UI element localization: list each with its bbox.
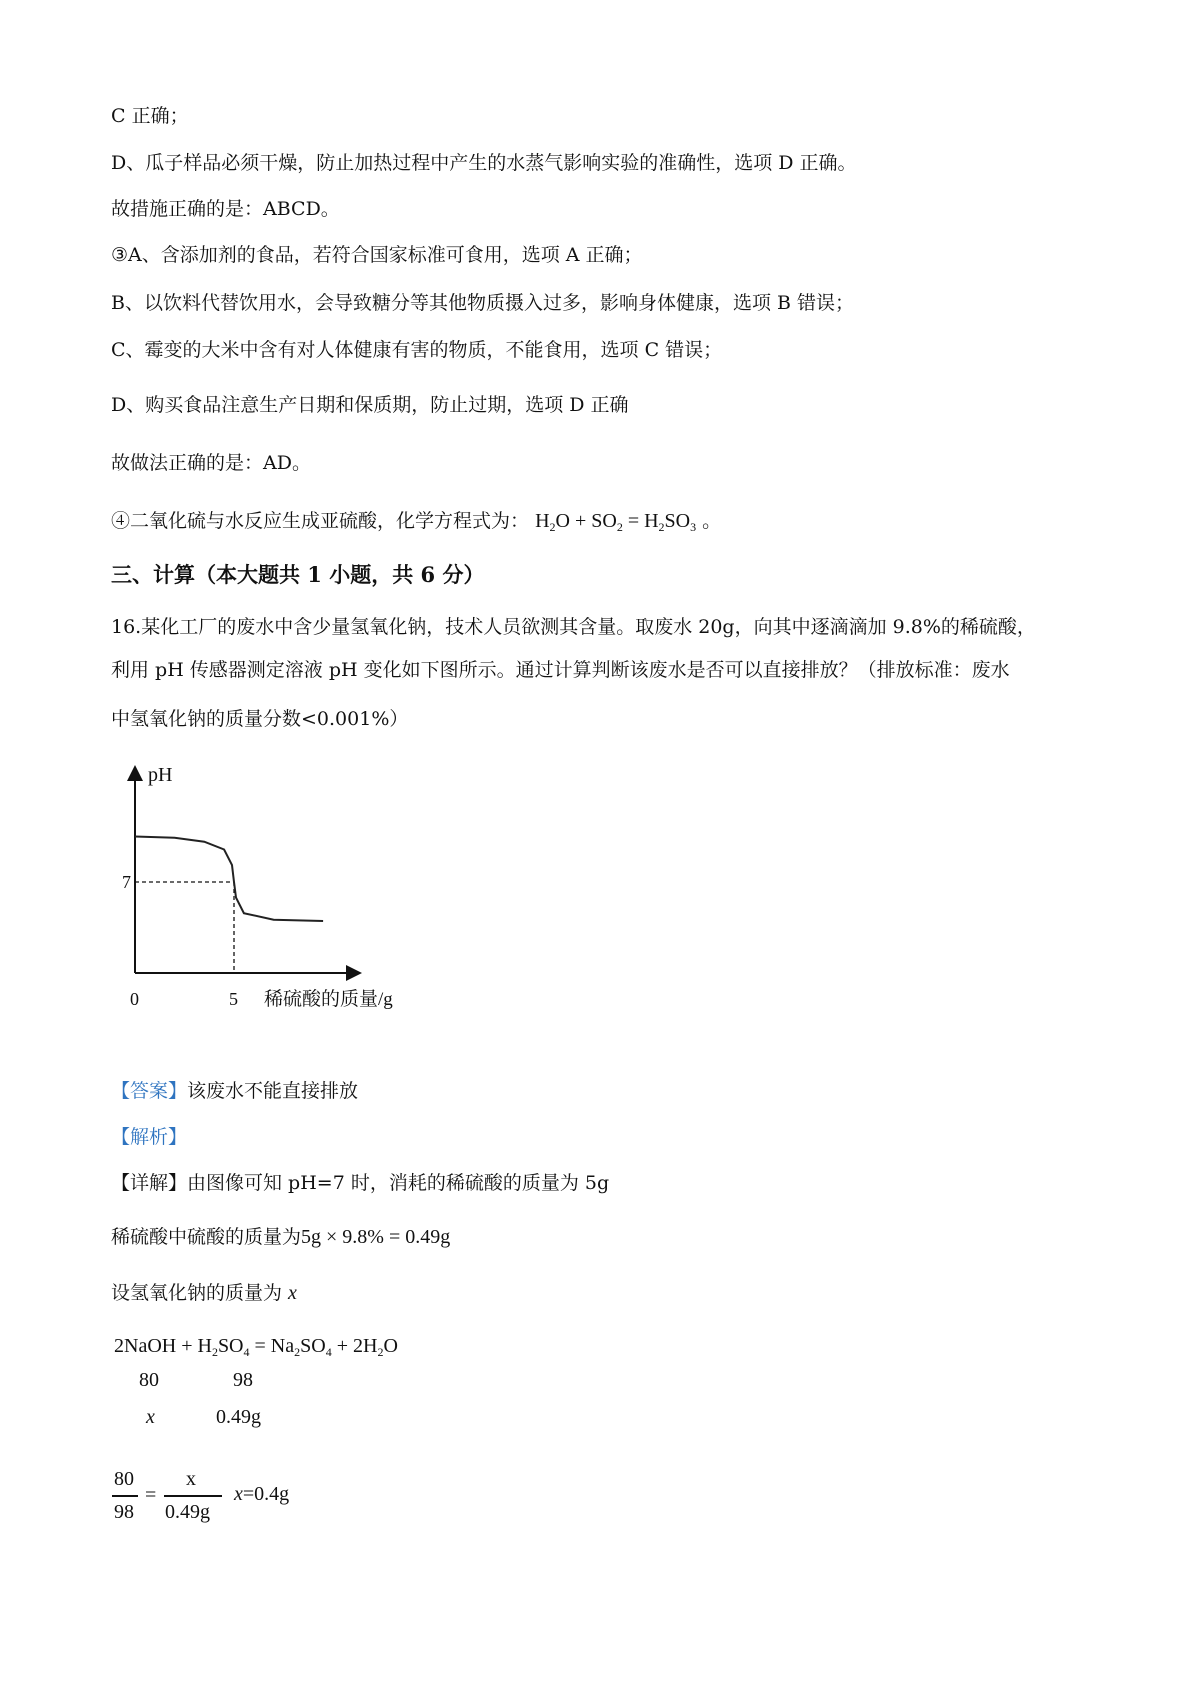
ph-curve <box>135 837 323 922</box>
mass-h2so4: 98 <box>233 1369 253 1391</box>
x-tick-5: 5 <box>229 989 238 1009</box>
ph-chart <box>112 755 432 1015</box>
text-line: D、瓜子样品必须干燥，防止加热过程中产生的水蒸气影响实验的准确性，选项 D 正确。 <box>111 152 857 174</box>
value-h2so4: 0.49g <box>216 1406 261 1428</box>
detail-text: 由图像可知 pH=7 时，消耗的稀硫酸的质量为 5g <box>187 1172 610 1194</box>
reaction-equation: 2NaOH + $H_2SO_4 = Na_2SO_4 + 2H_2O$ <box>114 1335 398 1359</box>
text-line: 故措施正确的是：ABCD。 <box>111 198 340 220</box>
mass-prefix: 稀硫酸中硫酸的质量为 <box>111 1226 302 1248</box>
ratio-result: x=0.4g <box>234 1483 290 1505</box>
mass-line <box>111 1224 450 1250</box>
detail-tag: 【详解】 <box>111 1172 188 1194</box>
answer-line <box>111 1078 358 1104</box>
text-line: C、霉变的大米中含有对人体健康有害的物质，不能食用，选项 C 错误； <box>111 339 723 361</box>
x-axis-label: 稀硫酸的质量/g <box>264 989 393 1010</box>
mass-equation: 5g × 9.8% = 0.49g <box>301 1226 451 1248</box>
equation-line <box>111 508 721 534</box>
mass-naoh: 80 <box>139 1369 159 1391</box>
origin-label: 0 <box>130 989 139 1009</box>
equation-prefix: ④二氧化硫与水反应生成亚硫酸，化学方程式为： <box>111 510 530 532</box>
ratio-num-right: x <box>186 1468 196 1490</box>
text-line: 故做法正确的是：AD。 <box>111 452 311 474</box>
ratio-den-left: 98 <box>114 1501 134 1523</box>
assume-text: 设氢氧化钠的质量为 <box>111 1282 289 1304</box>
section-heading: 三、计算（本大题共 1 小题，共 6 分） <box>111 562 485 587</box>
ratio-bar-left <box>112 1495 138 1497</box>
assume-line <box>111 1280 297 1306</box>
text-line: ③A、含添加剂的食品，若符合国家标准可食用，选项 A 正确； <box>111 244 643 266</box>
y-axis-label: pH <box>148 764 173 786</box>
question-line: 16.某化工厂的废水中含少量氢氧化钠，技术人员欲测其含量。取废水 20g，向其中逐滴滴加 9.8%的稀硫酸， <box>111 616 1036 638</box>
answer-tag: 【答案】 <box>111 1080 188 1102</box>
text-line: C 正确； <box>111 105 189 127</box>
text-line: D、购买食品注意生产日期和保质期，防止过期，选项 D 正确 <box>111 394 629 416</box>
chem-equation: $H_2O + SO_2 = H_2SO_3$ <box>535 510 697 534</box>
text-line: B、以饮料代替饮用水，会导致糖分等其他物质摄入过多，影响身体健康，选项 B 错误； <box>111 292 855 314</box>
detail-line <box>111 1170 609 1196</box>
answer-text: 该废水不能直接排放 <box>187 1080 359 1102</box>
question-line: 利用 pH 传感器测定溶液 pH 变化如下图所示。通过计算判断该废水是否可以直接排放？（排放标准：废水 <box>111 659 1010 681</box>
ratio-num-left: 80 <box>114 1468 134 1490</box>
ratio-equation <box>112 1468 312 1538</box>
analysis-tag: 【解析】 <box>111 1126 188 1148</box>
question-line: 中氢氧化钠的质量分数<0.001%） <box>111 708 409 730</box>
ratio-equals: = <box>145 1484 157 1506</box>
unknown-x: x <box>146 1406 155 1428</box>
equation-end: 。 <box>702 510 722 532</box>
ratio-bar-right <box>164 1495 222 1497</box>
y-tick-7: 7 <box>122 872 131 892</box>
ratio-den-right: 0.49g <box>165 1501 210 1523</box>
variable-x: x <box>288 1282 297 1304</box>
